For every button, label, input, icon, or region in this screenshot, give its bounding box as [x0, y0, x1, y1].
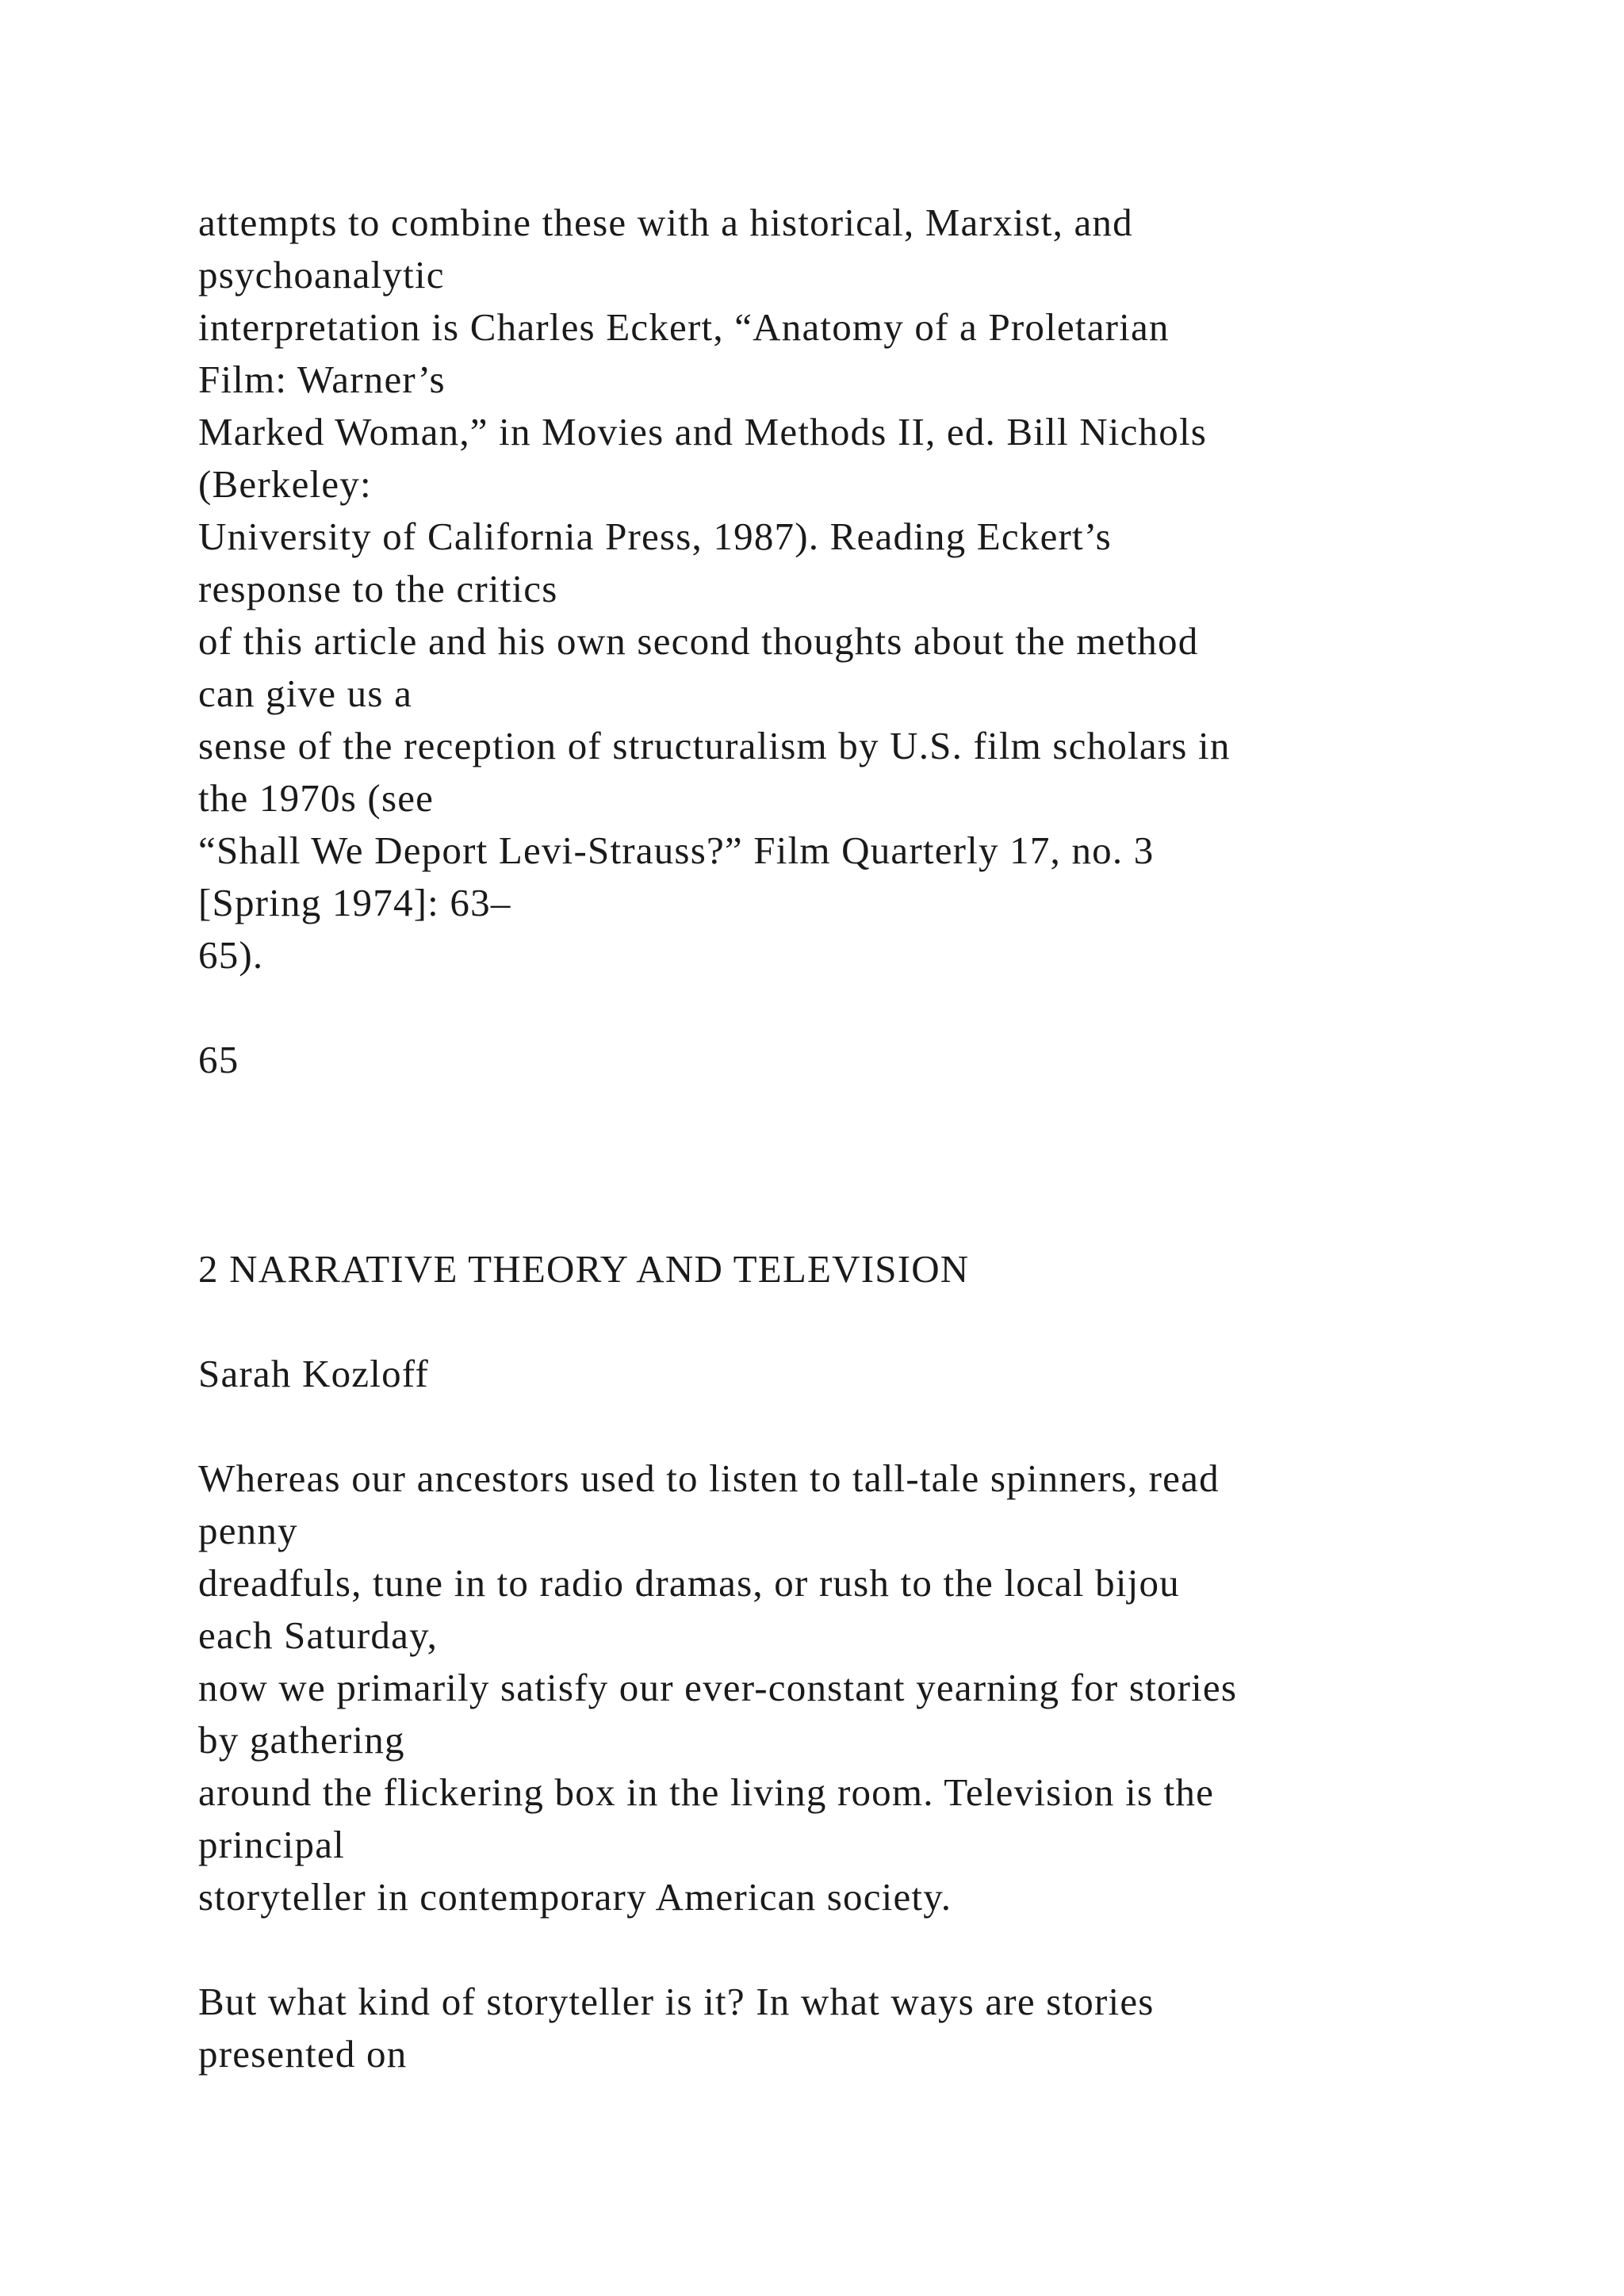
footnote-line: Marked Woman,” in Movies and Methods II, ed. Bill Nichols: [198, 410, 1208, 453]
footnote-line: (Berkeley:: [198, 462, 372, 506]
footnote-line: sense of the reception of structuralism by U.S. film scholars in: [198, 724, 1231, 767]
body-line: storyteller in contemporary American society.: [198, 1875, 952, 1919]
footnote-line: can give us a: [198, 672, 413, 715]
footnote-line: [Spring 1974]: 63–: [198, 881, 511, 924]
footnote-line: response to the critics: [198, 567, 558, 610]
body-line: principal: [198, 1823, 345, 1866]
footnote-line: “Shall We Deport Levi-Strauss?” Film Quarterly 17, no. 3: [198, 828, 1155, 872]
body-line: dreadfuls, tune in to radio dramas, or rush to the local bijou: [198, 1561, 1180, 1605]
footnote-line: Film: Warner’s: [198, 358, 446, 401]
footnote-line: of this article and his own second thoughts about the method: [198, 619, 1199, 663]
footnote-line: 65).: [198, 933, 264, 977]
body-line: around the flickering box in the living room. Television is the: [198, 1770, 1215, 1814]
body-line: by gathering: [198, 1718, 405, 1762]
footnote-line: psychoanalytic: [198, 253, 445, 297]
footnote-line: University of California Press, 1987). Reading Eckert’s: [198, 515, 1112, 558]
body-line: penny: [198, 1509, 298, 1552]
footnote-line: attempts to combine these with a historical, Marxist, and: [198, 201, 1133, 244]
chapter-title: 2 NARRATIVE THEORY AND TELEVISION: [198, 1247, 970, 1291]
author-name: Sarah Kozloff: [198, 1352, 429, 1395]
body-line: But what kind of storyteller is it? In what ways are stories: [198, 1980, 1155, 2023]
body-line: now we primarily satisfy our ever-constant yearning for stories: [198, 1666, 1238, 1709]
footnote-line: interpretation is Charles Eckert, “Anatomy of a Proletarian: [198, 305, 1170, 349]
body-line: each Saturday,: [198, 1613, 439, 1657]
footnote-line: the 1970s (see: [198, 776, 435, 820]
body-line: Whereas our ancestors used to listen to tall-tale spinners, read: [198, 1456, 1220, 1500]
page-number: 65: [198, 1038, 239, 1081]
body-line: presented on: [198, 2032, 408, 2076]
